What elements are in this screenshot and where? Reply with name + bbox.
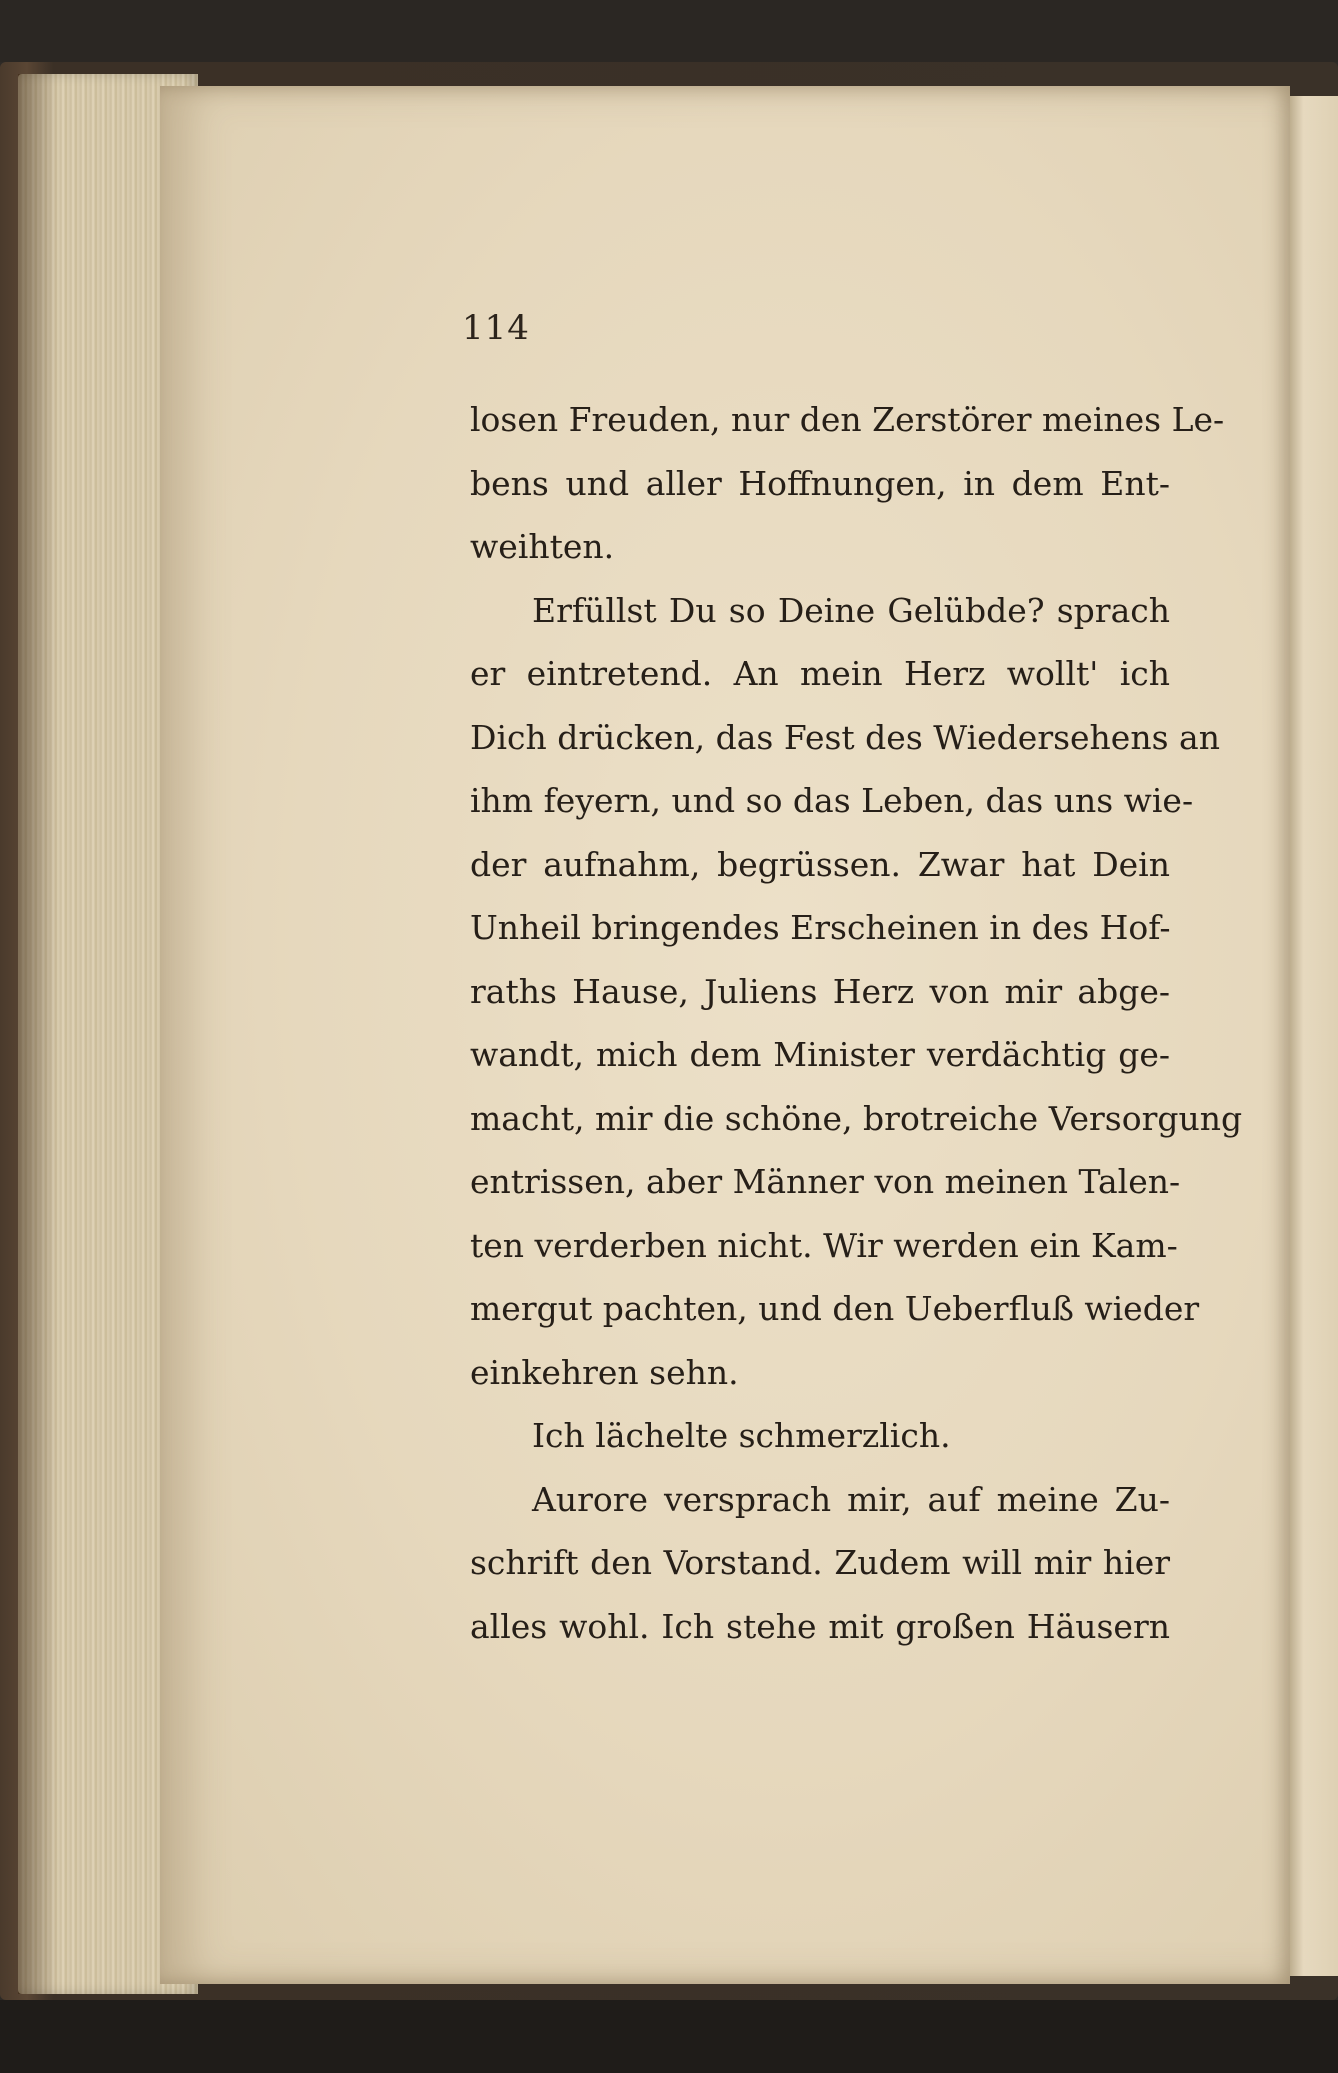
text-line: Unheil bringendes Erscheinen in des Hof- bbox=[470, 908, 1171, 947]
text-line: bens und aller Hoffnungen, in dem Ent- bbox=[470, 463, 1170, 503]
text-line: raths Hause, Juliens Herz von mir abge- bbox=[470, 971, 1170, 1011]
background-bottom bbox=[0, 2000, 1338, 2073]
text-line: schrift den Vorstand. Zudem will mir hier bbox=[470, 1543, 1170, 1582]
text-line: losen Freuden, nur den Zerstörer meines Le- bbox=[470, 400, 1225, 439]
background-top bbox=[0, 0, 1338, 62]
text-line: weihten. bbox=[470, 527, 615, 566]
text-line: einkehren sehn. bbox=[470, 1352, 739, 1392]
text-line: macht, mir die schöne, brotreiche Versorgung bbox=[470, 1098, 1243, 1138]
text-line: mergut pachten, und den Ueberfluß wieder bbox=[470, 1289, 1200, 1328]
page-edges-shadow bbox=[18, 74, 58, 1994]
text-line: alles wohl. Ich stehe mit großen Häusern bbox=[470, 1606, 1170, 1646]
text-line: wandt, mich dem Minister verdächtig ge- bbox=[470, 1035, 1170, 1074]
facing-page-edge bbox=[1286, 96, 1338, 1976]
text-line: entrissen, aber Männer von meinen Talen- bbox=[470, 1162, 1181, 1201]
body-text bbox=[470, 388, 1243, 1658]
text-line: Aurore versprach mir, auf meine Zu- bbox=[532, 1479, 1170, 1519]
text-line: er eintretend. An mein Herz wollt' ich bbox=[470, 654, 1170, 693]
text-line: der aufnahm, begrüssen. Zwar hat Dein bbox=[470, 844, 1170, 884]
page-number: 114 bbox=[462, 308, 530, 348]
text-line: Dich drücken, das Fest des Wiedersehens an bbox=[470, 717, 1220, 757]
text-line: Erfüllst Du so Deine Gelübde? sprach bbox=[532, 590, 1170, 630]
text-line: ten verderben nicht. Wir werden ein Kam- bbox=[470, 1225, 1178, 1265]
text-line: Ich lächelte schmerzlich. bbox=[532, 1416, 951, 1455]
text-line: ihm feyern, und so das Leben, das uns wie- bbox=[470, 781, 1194, 820]
